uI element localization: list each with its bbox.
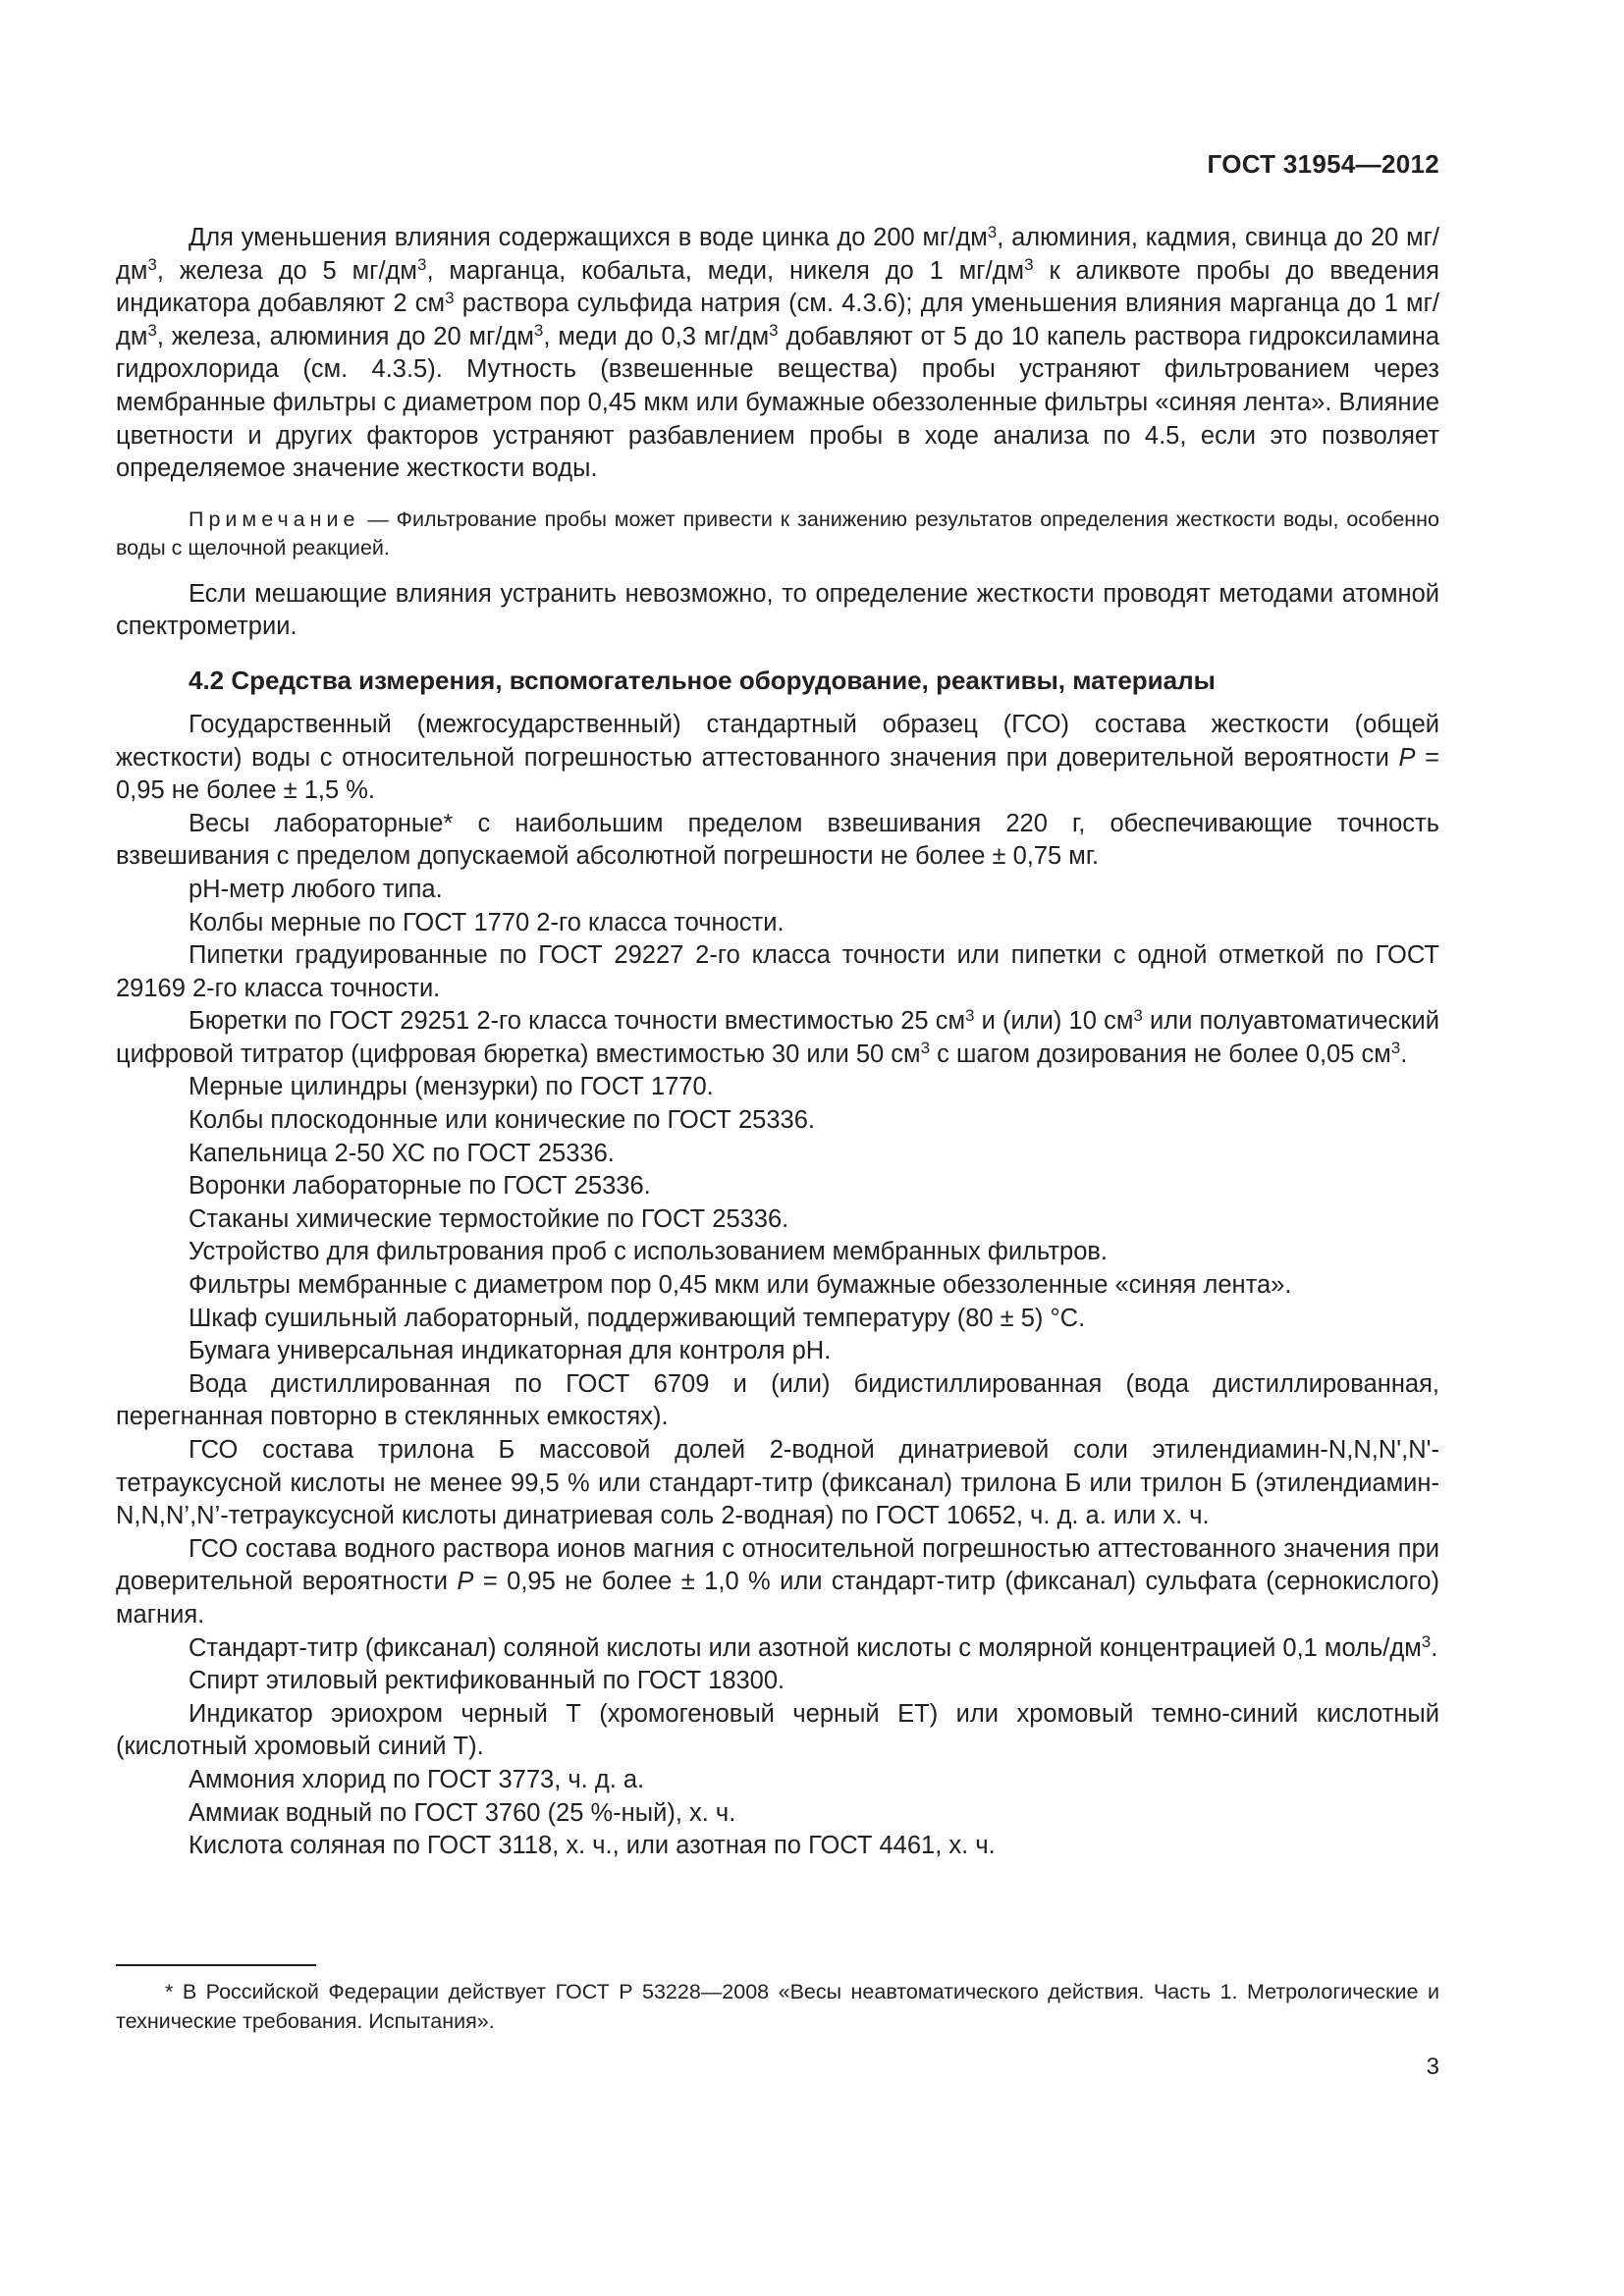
text-run: . [1431,1633,1438,1662]
intro-paragraph [116,222,1439,486]
italic-symbol: P [457,1568,474,1596]
list-item [116,808,1439,874]
text-run: Аммиак водный по ГОСТ 3760 (25 %-ный), х. ч. [189,1798,736,1827]
text-run: , алюминия, кадмия, свинца до 20 мг/дм [116,224,1440,285]
list-item [116,1303,1439,1336]
text-run: . [1400,1040,1408,1068]
text-run: добавляют от 5 до 10 капель раствора гидроксиламина гидрохлорида (см. 4.3.5). Мутность (взвешенные вещества) пробы устраняют фильтрованием через мембранные фильтры с диаметром пор 0,45 мкм или бумажные обеззоленные фильтры «синяя лента». Влияние цветности и других факторов устраняют разбавлением пробы в ходе анализа по 4.5, если это позволяет определяемое значение жесткости воды. [116,322,1439,483]
text-run: Стандарт-титр (фиксанал) соляной кислоты или азотной кислоты с молярной концентрацией 0,1 моль/дм [189,1633,1422,1662]
list-item [116,1071,1439,1104]
text-run: Колбы мерные по ГОСТ 1770 2-го класса точности. [189,908,785,936]
text-run: Колбы плоскодонные или конические по ГОСТ 25336. [189,1106,815,1135]
text-run: Устройство для фильтрования проб с использованием мембранных фильтров. [189,1238,1109,1266]
list-item [116,1632,1439,1666]
text-run: Шкаф сушильный лабораторный, поддерживающий температуру (80 ± 5) °С. [189,1304,1086,1332]
footnote: * В Российской Федерации действует ГОСТ Р 53228—2008 «Весы неавтоматического действия. Часть 1. Метрологические и технические требования. Испытания». [116,1980,1439,2033]
note-paragraph [116,506,1439,562]
text-run: Спирт этиловый ректификованный по ГОСТ 18300. [189,1667,785,1695]
italic-symbol: P [1398,743,1416,772]
document-header: ГОСТ 31954—2012 [1207,149,1439,179]
text-run: , марганца, кобальта, меди, никеля до 1 мг/дм [426,256,1025,285]
text-run: Вода дистиллированная по ГОСТ 6709 и (или) бидистиллированная (вода дистиллированная, перегнанная повторно в стеклянных емкостях). [116,1369,1439,1431]
list-item [116,1203,1439,1237]
text-run: , железа, алюминия до 20 мг/дм [156,322,534,350]
list-item [116,1269,1439,1303]
list-item [116,1236,1439,1269]
main-content [116,222,1439,1863]
text-run: Пипетки градуированные по ГОСТ 29227 2-го класса точности или пипетки с одной отметкой по ГОСТ 29169 2-го класса точности. [116,941,1439,1002]
text-run: с шагом дозирования не более 0,05 см [930,1040,1391,1068]
text-run: Аммония хлорид по ГОСТ 3773, ч. д. а. [189,1765,645,1793]
superscript: 3 [416,255,427,275]
list-item [116,1830,1439,1863]
text-run: Фильтры мембранные с диаметром пор 0,45 мкм или бумажные обеззоленные «синяя лента». [189,1271,1292,1300]
text-run: , железа до 5 мг/дм [156,256,417,285]
text-run: = 0,95 не более ± 1,0 % или стандарт-титр (фиксанал) сульфата (сернокислого) магния. [116,1568,1440,1629]
text-run: Для уменьшения влияния содержащихся в воде цинка до 200 мг/дм [189,224,988,251]
footnote-separator [116,1964,316,1966]
text-run: ГСО состава трилона Б массовой долей 2-водной динатриевой соли этилендиамин-N,N,N',N'-тетрауксусной кислоты не менее 99,5 % или стандарт-титр (фиксанал) трилона Б или трилон Б (этилендиамин-N,N,N’,N’-тетрауксусной кислоты динатриевая соль 2-водная) по ГОСТ 10652, ч. д. а. или х. ч. [116,1436,1439,1530]
list-item [116,709,1439,808]
list-item [116,1104,1439,1138]
interference-paragraph: Если мешающие влияния устранить невозможно, то определение жесткости проводят методами атомной спектрометрии. [116,579,1439,641]
text-run: ГСО состава водного раствора ионов магния с относительной погрешностью аттестованного значения при доверительной вероятности [116,1534,1439,1596]
text-run: Стаканы химические термостойкие по ГОСТ 25336. [189,1204,789,1233]
superscript: 3 [987,222,998,241]
superscript: 3 [769,321,779,341]
superscript: 3 [1421,1632,1432,1652]
text-run: pH-метр любого типа. [189,875,443,903]
list-item [116,1368,1439,1434]
text-run: или полуавтоматический цифровой титратор (цифровая бюретка) вместимостью 30 или 50 см [116,1007,1439,1068]
text-run: раствора сульфида натрия (см. 4.3.6); для уменьшения влияния марганца до 1 мг/дм [116,290,1439,350]
note-label: Примечание [189,507,360,531]
list-item [116,1698,1439,1764]
text-run: и (или) 10 см [974,1007,1134,1036]
list-item [116,1764,1439,1797]
list-item [116,1138,1439,1171]
superscript: 3 [533,321,544,341]
text-run: Весы лабораторные* с наибольшим пределом взвешивания 220 г, обеспечивающие точность взвешивания с пределом допускаемой абсолютной погрешности не более ± 0,75 мг. [116,809,1439,871]
text-run: Бюретки по ГОСТ 29251 2-го класса точности вместимостью 25 см [189,1007,966,1036]
list-item [116,1797,1439,1831]
page-number: 3 [1426,2054,1439,2080]
superscript: 3 [1024,255,1034,275]
superscript: 3 [1133,1005,1143,1025]
text-run: = 0,95 не более ± 1,5 %. [116,743,1439,805]
list-item [116,1005,1439,1071]
list-item [116,1335,1439,1368]
text-run: , меди до 0,3 мг/дм [543,322,770,350]
section-heading: 4.2 Средства измерения, вспомогательное оборудование, реактивы, материалы [189,665,1216,695]
list-item [116,1170,1439,1203]
list-item [116,1533,1439,1632]
text-run: Бумага универсальная индикаторная для контроля рН. [189,1337,832,1365]
text-run: Кислота соляная по ГОСТ 3118, х. ч., или азотная по ГОСТ 4461, х. ч. [189,1832,996,1860]
text-run: Мерные цилиндры (мензурки) по ГОСТ 1770. [189,1073,714,1101]
list-item [116,907,1439,940]
superscript: 3 [147,255,157,275]
list-item [116,939,1439,1005]
list-item [116,1665,1439,1698]
text-run: Государственный (межгосударственный) стандартный образец (ГСО) состава жесткости (общей жесткости) воды с относительной погрешностью аттестованного значения при доверительной вероятности [116,710,1439,772]
equipment-list [116,709,1439,1863]
superscript: 3 [445,288,455,307]
superscript: 3 [1390,1039,1401,1058]
text-run: Капельница 2-50 ХС по ГОСТ 25336. [189,1139,615,1167]
note-text: — Фильтрование пробы может привести к занижению результатов определения жесткости воды, особенно воды с щелочной реакцией. [116,507,1439,560]
list-item [116,874,1439,907]
superscript: 3 [920,1039,931,1058]
text-run: к аликвоте пробы до введения индикатора добавляют 2 см [116,256,1439,318]
superscript: 3 [147,321,157,341]
text-run: Индикатор эриохром черный Т (хромогеновый черный ЕТ) или хромовый темно-синий кислотный (кислотный хромовый синий Т). [116,1699,1439,1761]
superscript: 3 [965,1005,975,1025]
text-run: Воронки лабораторные по ГОСТ 25336. [189,1172,651,1201]
list-item [116,1434,1439,1533]
